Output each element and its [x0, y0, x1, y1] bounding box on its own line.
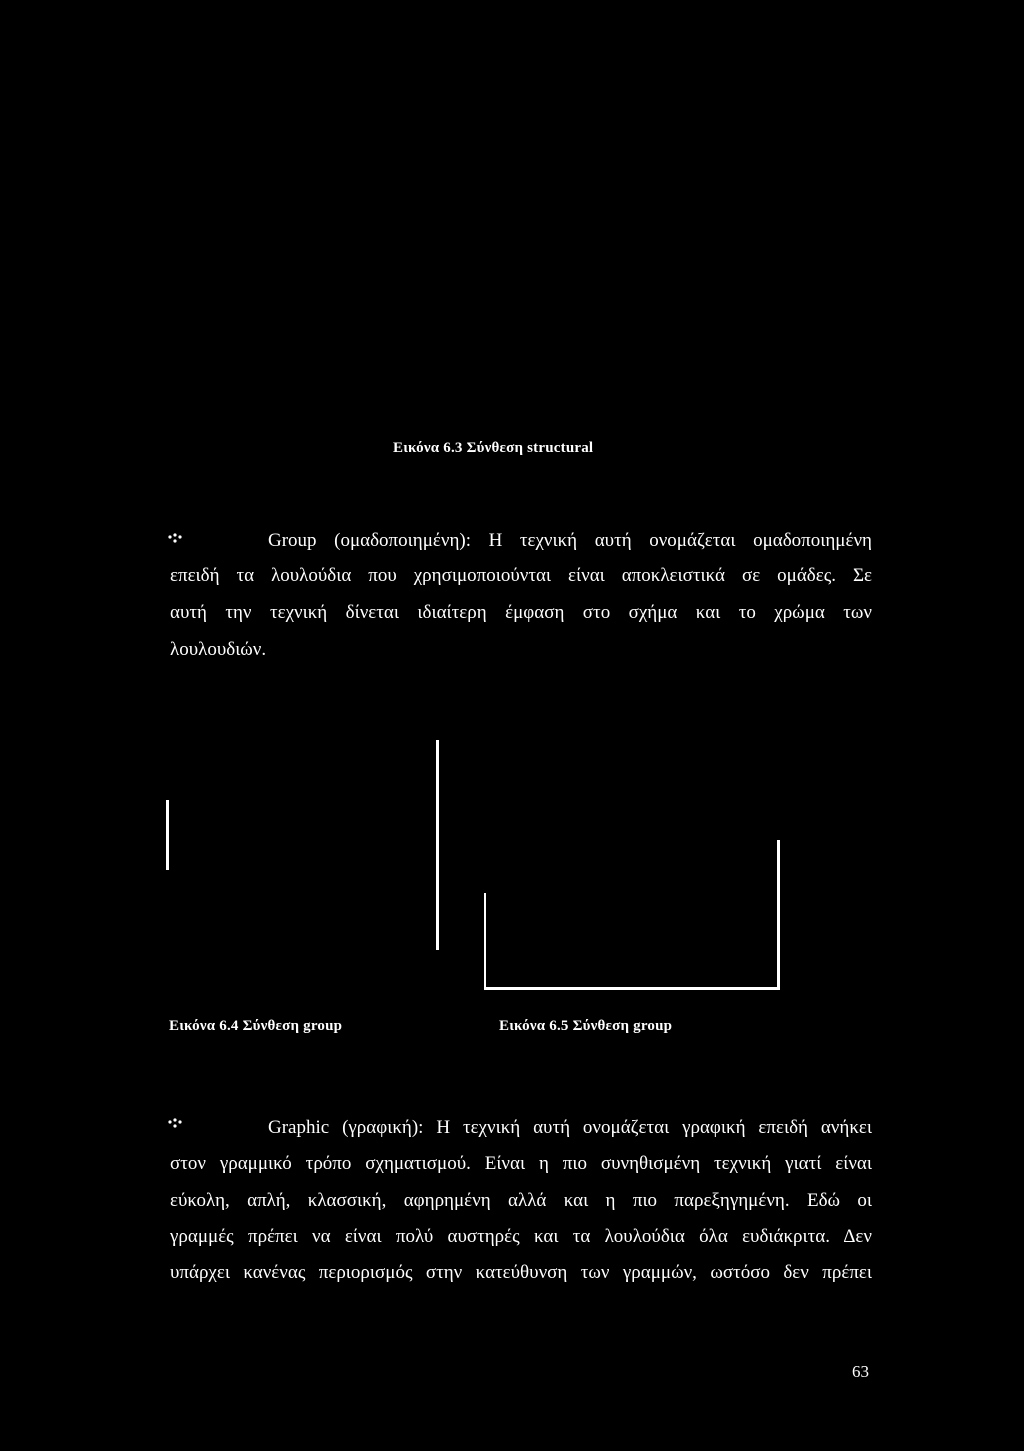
page-number: 63: [852, 1362, 869, 1381]
figure-caption-6-3: Εικόνα 6.3 Σύνθεση structural: [393, 440, 594, 456]
figure-6-4-left-edge: [166, 800, 169, 870]
figure-6-5-right-edge: [777, 840, 780, 990]
figure-caption-6-5: Εικόνα 6.5 Σύνθεση group: [499, 1018, 673, 1034]
diamond-bullet-icon: [167, 533, 183, 549]
graphic-paragraph-line: γραμμές πρέπει να είναι πολύ αυστηρές και τα λουλούδια όλα ευδιάκριτα. Δεν: [170, 1226, 872, 1247]
graphic-paragraph-line: υπάρχει κανένας περιορισμός στην κατεύθυνση των γραμμών, ωστόσο δεν πρέπει: [170, 1262, 872, 1283]
group-paragraph-line: λουλουδιών.: [170, 639, 267, 660]
group-paragraph-line: αυτή την τεχνική δίνεται ιδιαίτερη έμφαση στο σχήμα και το χρώμα των: [170, 602, 872, 623]
group-paragraph-line: επειδή τα λουλούδια που χρησιμοποιούνται είναι αποκλειστικά σε ομάδες. Σε: [170, 565, 872, 586]
figure-6-5-bottom-edge: [484, 987, 780, 990]
graphic-paragraph-line: Graphic (γραφική): Η τεχνική αυτή ονομάζεται γραφική επειδή ανήκει: [268, 1117, 872, 1138]
group-paragraph-line: Group (ομαδοποιημένη): Η τεχνική αυτή ονομάζεται ομαδοποιημένη: [268, 530, 872, 551]
figure-caption-6-4: Εικόνα 6.4 Σύνθεση group: [169, 1018, 343, 1034]
diamond-bullet-icon: [167, 1118, 183, 1134]
figure-6-5-left-edge: [484, 893, 486, 989]
graphic-paragraph-line: στον γραμμικό τρόπο σχηματισμού. Είναι η πιο συνηθισμένη τεχνική γιατί είναι: [170, 1153, 872, 1174]
figure-6-4-right-edge: [436, 740, 439, 950]
graphic-paragraph-line: εύκολη, απλή, κλασσική, αφηρημένη αλλά και η πιο παρεξηγημένη. Εδώ οι: [170, 1190, 872, 1211]
